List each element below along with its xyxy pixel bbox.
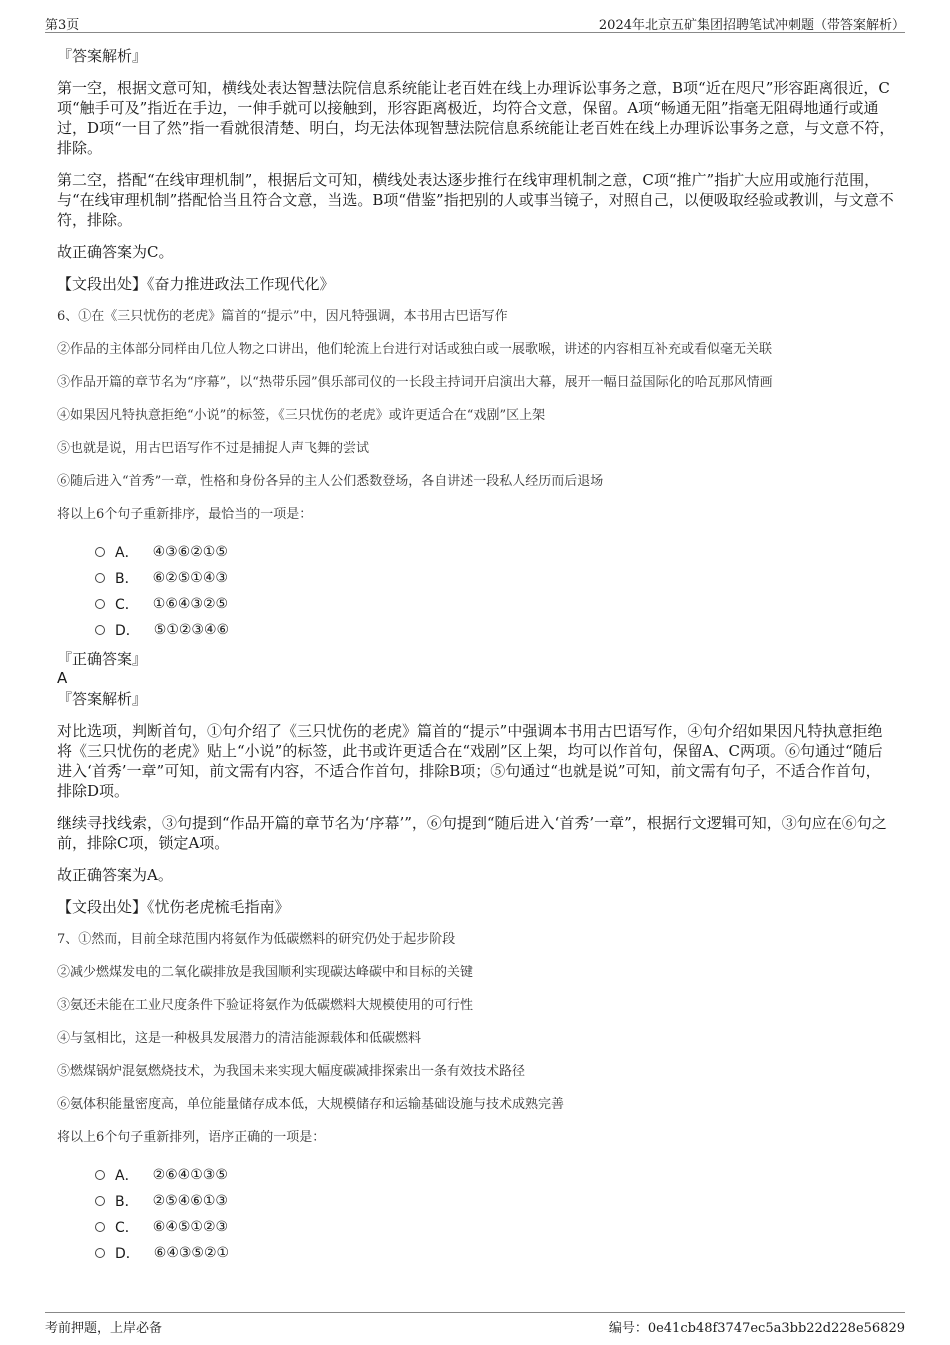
option-text: ⑤①②③④⑥ (153, 622, 230, 638)
option-text: ⑥④⑤①②③ (152, 1219, 229, 1235)
document-code: 编号：0e41cb48f3747ec5a3bb22d228e56829 (608, 1321, 905, 1336)
analysis-paragraph: 第一空，根据文意可知，横线处表达智慧法院信息系统能让老百姓在线上办理诉讼事务之意，B项“近在咫尺”形容距离很近，C项“触手可及”指近在手边，一伸手就可以接触到，形容距离极近，均符合文意，保留。A项“畅通无阻”指毫无阻碍地通行或通过，D项“一目了然”指一看就很清楚、明白，均无法体现智慧法院信息系统能让老百姓在线上办理诉讼事务之意，与文意不符，排除。 (57, 79, 895, 157)
option-d[interactable] (95, 617, 895, 643)
option-b[interactable] (95, 1188, 895, 1214)
analysis-paragraph: 继续寻找线索，③句提到“作品开篇的章节名为‘序幕’”，⑥句提到“随后进入‘首秀’一章”，根据行文逻辑可知，③句应在⑥句之前，排除C项，锁定A项。 (57, 814, 887, 852)
option-letter: C． (115, 1220, 139, 1236)
answer-options (95, 539, 895, 643)
correct-answer-value: A (57, 669, 68, 687)
option-letter: D． (115, 1246, 140, 1262)
conclusion: 故正确答案为C。 (57, 243, 174, 261)
page-header (45, 14, 905, 33)
analysis-label: 『答案解析』 (57, 47, 148, 65)
question-6 (57, 308, 895, 917)
question-line: ③作品开篇的章节名为“序幕”，以“热带乐园”俱乐部司仪的一长段主持词开启演出大幕，展开一幅日益国际化的哈瓦那风情画 (57, 375, 773, 390)
question-line: ②作品的主体部分同样由几位人物之口讲出，他们轮流上台进行对话或独白或一展歌喉，讲述的内容相互补充或看似毫无关联 (57, 342, 773, 357)
radio-icon[interactable] (95, 599, 105, 609)
footer-slogan: 考前押题，上岸必备 (45, 1321, 163, 1336)
question-line: 6、①在《三只忧伤的老虎》篇首的“提示”中，因凡特强调，本书用古巴语写作 (57, 309, 508, 324)
question-line: ④与氢相比，这是一种极具发展潜力的清洁能源载体和低碳燃料 (57, 1031, 422, 1046)
source-citation: 【文段出处】《忧伤老虎梳毛指南》 (57, 898, 290, 916)
answer-options (95, 1162, 895, 1266)
question-line: ⑤也就是说，用古巴语写作不过是捕捉人声飞舞的尝试 (57, 441, 370, 456)
radio-icon[interactable] (95, 625, 105, 635)
question-prompt: 将以上6个句子重新排列，语序正确的一项是： (57, 1130, 326, 1145)
previous-answer-block (57, 46, 895, 294)
document-title: 2024年北京五矿集团招聘笔试冲刺题（带答案解析） (598, 18, 905, 33)
correct-answer-label: 『正确答案』 (57, 650, 148, 668)
option-text: ④③⑥②①⑤ (152, 544, 228, 560)
option-c[interactable] (95, 1214, 895, 1240)
option-letter: A． (115, 1168, 139, 1184)
question-line: ③氨还未能在工业尺度条件下验证将氨作为低碳燃料大规模使用的可行性 (57, 998, 474, 1013)
option-a[interactable] (95, 1162, 895, 1188)
option-text: ①⑥④③②⑤ (152, 596, 229, 612)
option-text: ⑥②⑤①④③ (152, 570, 228, 586)
question-prompt: 将以上6个句子重新排序，最恰当的一项是： (57, 507, 313, 522)
document-body (57, 46, 895, 1272)
analysis-paragraph: 第二空，搭配“在线审理机制”，根据后文可知，横线处表达逐步推行在线审理机制之意，C项“推广”指扩大应用或施行范围，与“在线审理机制”搭配恰当且符合文意，当选。B项“借鉴”指把别的人或事当镜子，对照自己，以便吸取经验或教训，与文意不符，排除。 (57, 171, 894, 229)
question-line: ⑤燃煤锅炉混氨燃烧技术，为我国未来实现大幅度碳减排探索出一条有效技术路径 (57, 1064, 526, 1079)
page-number: 第3页 (45, 18, 80, 33)
option-text: ②⑥④①③⑤ (152, 1167, 228, 1183)
question-line: ⑥随后进入“首秀”一章，性格和身份各异的主人公们悉数登场，各自讲述一段私人经历而后退场 (57, 474, 604, 489)
option-text: ②⑤④⑥①③ (152, 1193, 228, 1209)
question-7 (57, 931, 895, 1266)
radio-icon[interactable] (95, 1170, 105, 1180)
option-letter: A． (115, 545, 139, 561)
source-citation: 【文段出处】《奋力推进政法工作现代化》 (57, 275, 335, 293)
analysis-paragraph: 对比选项，判断首句，①句介绍了《三只忧伤的老虎》篇首的“提示”中强调本书用古巴语写作，④句介绍如果因凡特执意拒绝将《三只忧伤的老虎》贴上“小说”的标签，此书或许更适合在“戏剧”区上架，均可以作首句，保留A、C两项。⑥句通过“随后进入‘首秀’一章”可知，前文需有内容，不适合作首句，排除B项；⑤句通过“也就是说”可知，前文需有句子，不适合作首句，排除D项。 (57, 722, 883, 800)
option-c[interactable] (95, 591, 895, 617)
radio-icon[interactable] (95, 1196, 105, 1206)
radio-icon[interactable] (95, 1248, 105, 1258)
option-a[interactable] (95, 539, 895, 565)
page-footer (45, 1312, 905, 1339)
conclusion: 故正确答案为A。 (57, 866, 173, 884)
option-text: ⑥④③⑤②① (153, 1245, 230, 1261)
option-letter: D． (115, 623, 140, 639)
option-d[interactable] (95, 1240, 895, 1266)
analysis-label: 『答案解析』 (57, 690, 148, 708)
option-letter: C． (115, 597, 139, 613)
question-line: ④如果因凡特执意拒绝“小说”的标签，《三只忧伤的老虎》或许更适合在“戏剧”区上架 (57, 408, 546, 423)
question-line: ②减少燃煤发电的二氧化碳排放是我国顺利实现碳达峰碳中和目标的关键 (57, 965, 474, 980)
radio-icon[interactable] (95, 573, 105, 583)
option-letter: B． (115, 1194, 139, 1210)
question-line: ⑥氨体积能量密度高，单位能量储存成本低，大规模储存和运输基础设施与技术成熟完善 (57, 1097, 565, 1112)
radio-icon[interactable] (95, 1222, 105, 1232)
question-line: 7、①然而，目前全球范围内将氨作为低碳燃料的研究仍处于起步阶段 (57, 932, 456, 947)
radio-icon[interactable] (95, 547, 105, 557)
option-b[interactable] (95, 565, 895, 591)
option-letter: B． (115, 571, 139, 587)
